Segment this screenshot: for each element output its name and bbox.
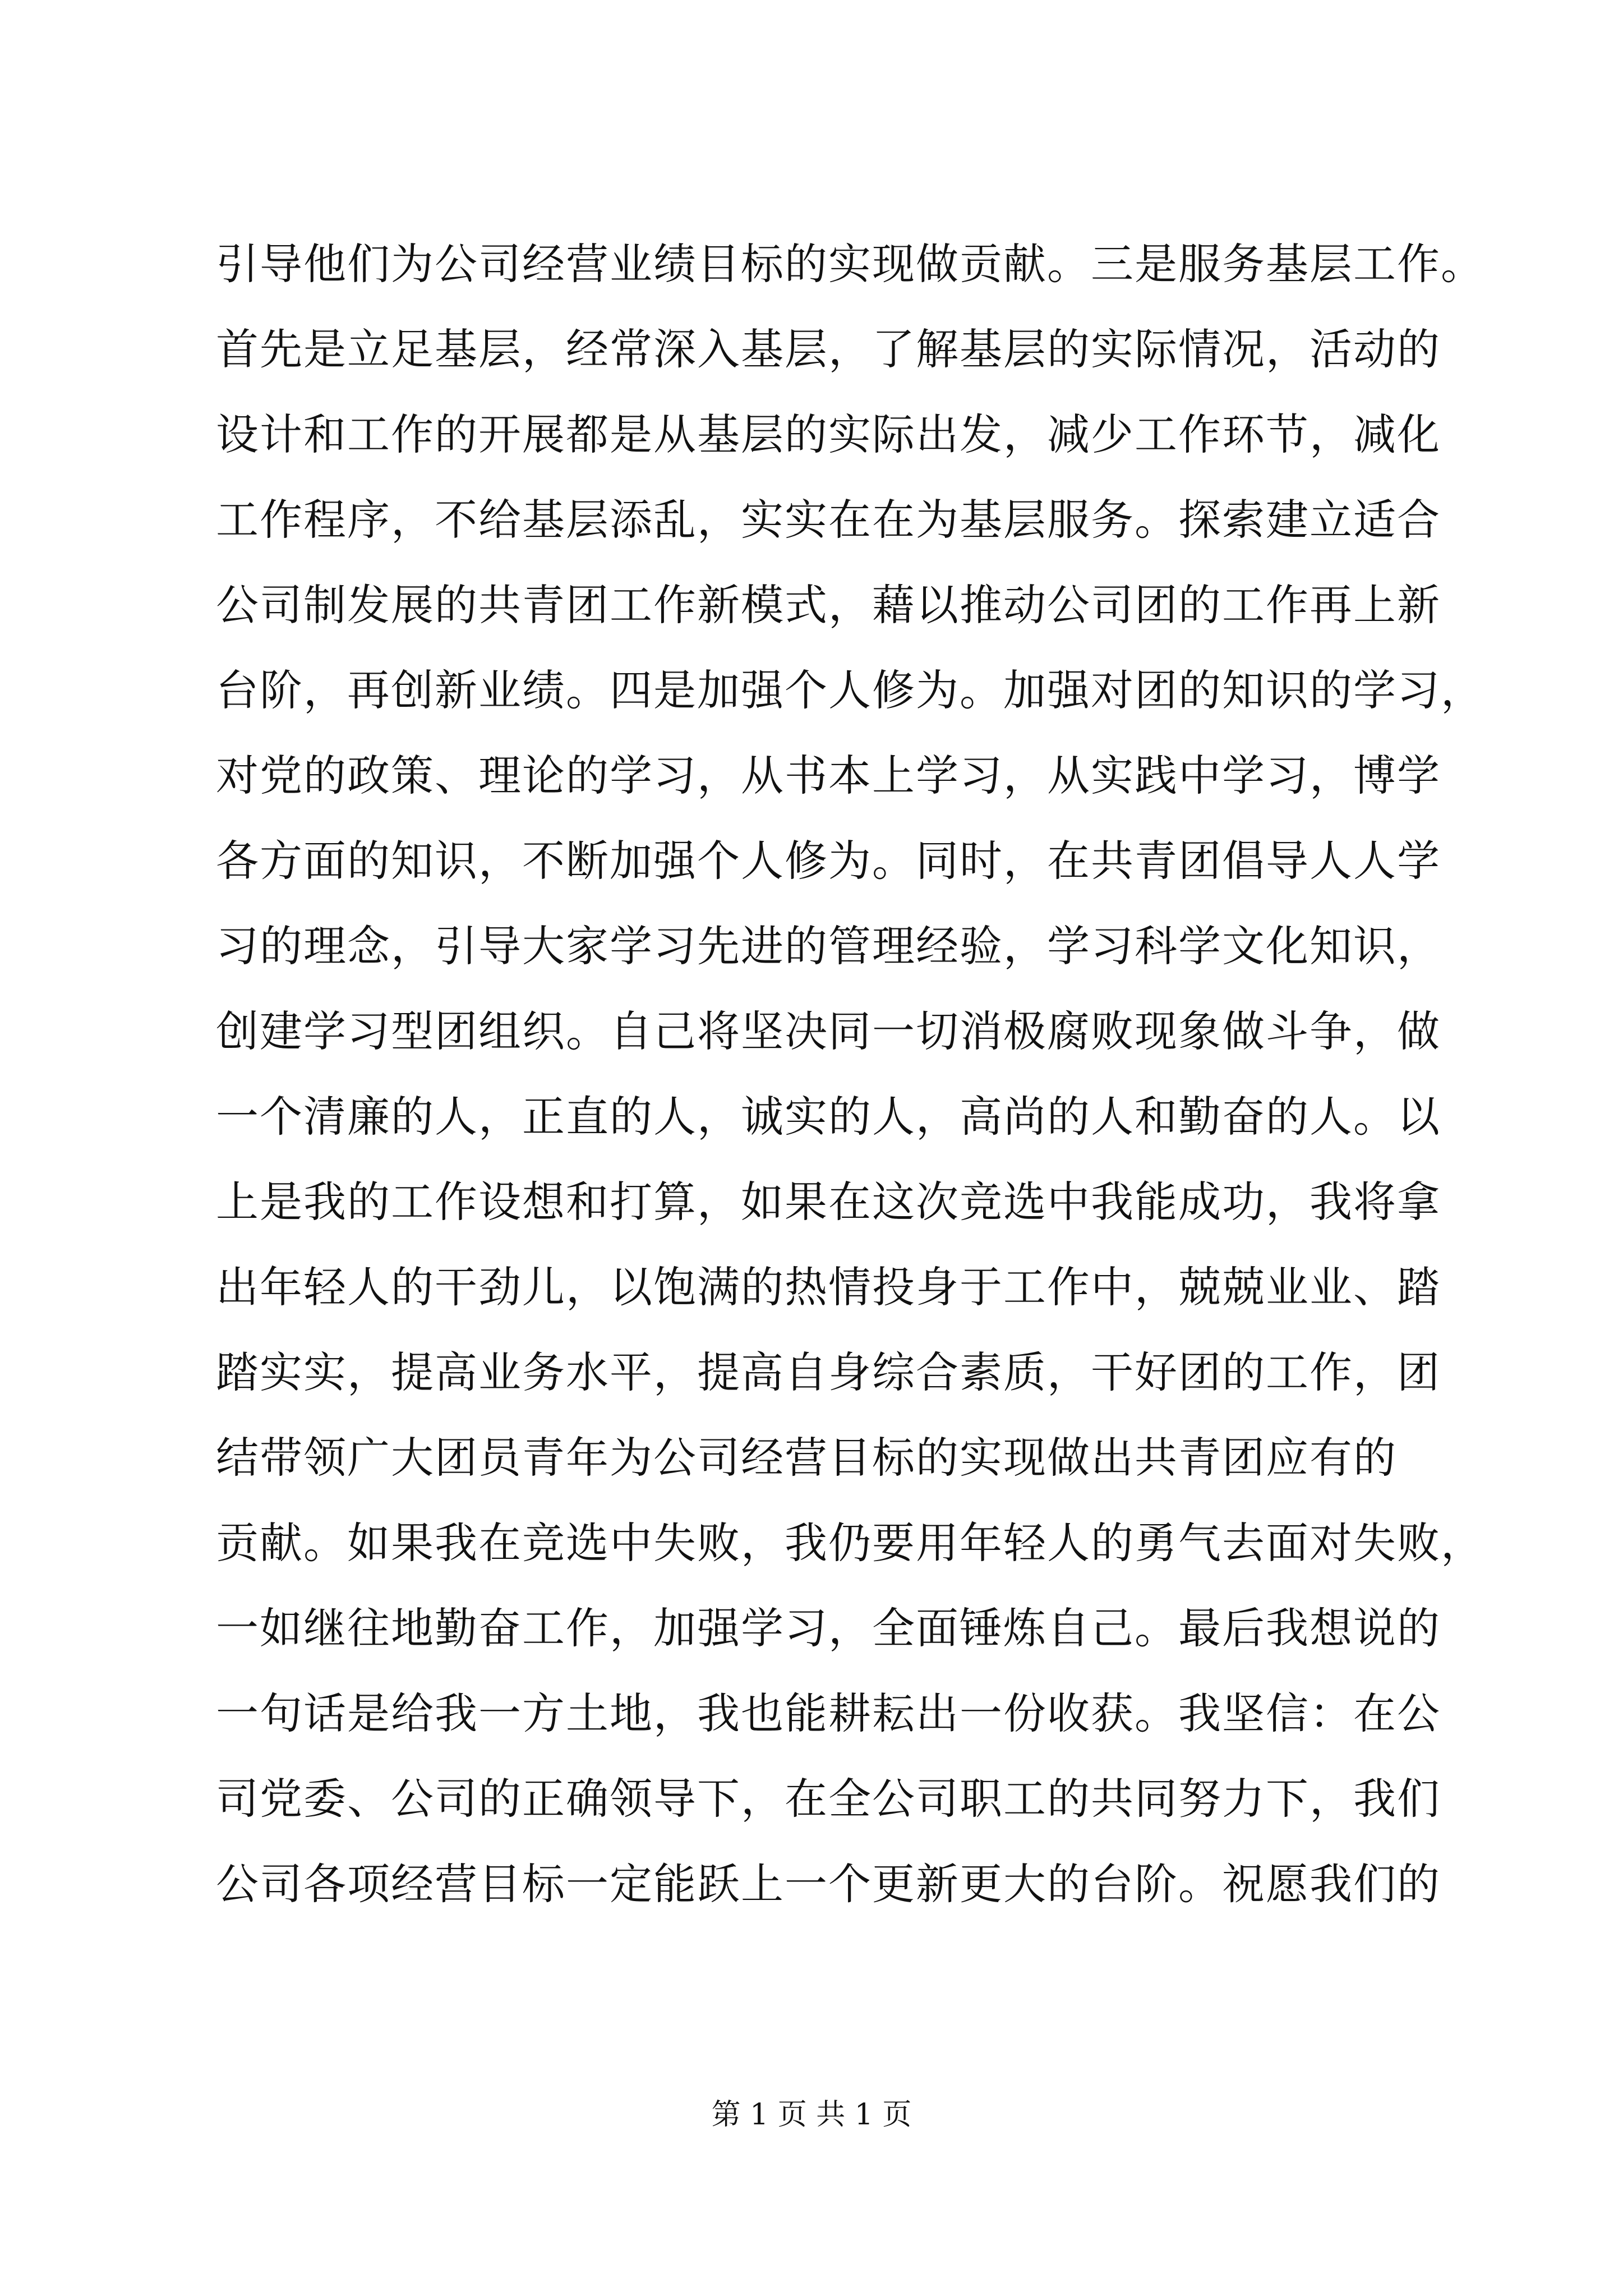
text-line: 创建学习型团组织。自己将坚决同一切消极腐败现象做斗争，做 xyxy=(216,1006,1441,1056)
text-line: 一个清廉的人，正直的人，诚实的人，高尚的人和勤奋的人。以 xyxy=(216,1092,1441,1142)
text-line: 踏实实，提高业务水平，提高自身综合素质，干好团的工作，团 xyxy=(216,1347,1441,1397)
text-line: 公司各项经营目标一定能跃上一个更新更大的台阶。祝愿我们的 xyxy=(216,1859,1441,1909)
text-line: 对党的政策、理论的学习，从书本上学习，从实践中学习，博学 xyxy=(216,751,1441,800)
page-footer: 第 1 页 共 1 页 xyxy=(711,2098,912,2132)
text-line: 上是我的工作设想和打算，如果在这次竞选中我能成功，我将拿 xyxy=(216,1177,1441,1227)
text-line: 台阶，再创新业绩。四是加强个人修为。加强对团的知识的学习， xyxy=(216,665,1484,715)
text-line: 首先是立足基层，经常深入基层，了解基层的实际情况，活动的 xyxy=(216,324,1441,374)
text-line: 结带领广大团员青年为公司经营目标的实现做出共青团应有的 xyxy=(216,1433,1397,1483)
text-line: 公司制发展的共青团工作新模式，藉以推动公司团的工作再上新 xyxy=(216,580,1441,630)
text-line: 司党委、公司的正确领导下，在全公司职工的共同努力下，我们 xyxy=(216,1774,1441,1824)
text-line: 出年轻人的干劲儿，以饱满的热情投身于工作中，兢兢业业、踏 xyxy=(216,1262,1441,1312)
text-line: 习的理念，引导大家学习先进的管理经验，学习科学文化知识， xyxy=(216,921,1441,971)
text-line: 引导他们为公司经营业绩目标的实现做贡献。三是服务基层工作。 xyxy=(216,239,1484,289)
text-line: 一如继往地勤奋工作，加强学习，全面锤炼自己。最后我想说的 xyxy=(216,1603,1441,1653)
body-text xyxy=(216,222,1484,1927)
text-line: 各方面的知识，不断加强个人修为。同时，在共青团倡导人人学 xyxy=(216,836,1441,886)
text-line: 工作程序，不给基层添乱，实实在在为基层服务。探索建立适合 xyxy=(216,495,1441,545)
text-line: 贡献。如果我在竞选中失败，我仍要用年轻人的勇气去面对失败， xyxy=(216,1518,1484,1568)
text-line: 一句话是给我一方土地，我也能耕耘出一份收获。我坚信：在公 xyxy=(216,1688,1441,1738)
text-line: 设计和工作的开展都是从基层的实际出发，减少工作环节，减化 xyxy=(216,409,1441,459)
